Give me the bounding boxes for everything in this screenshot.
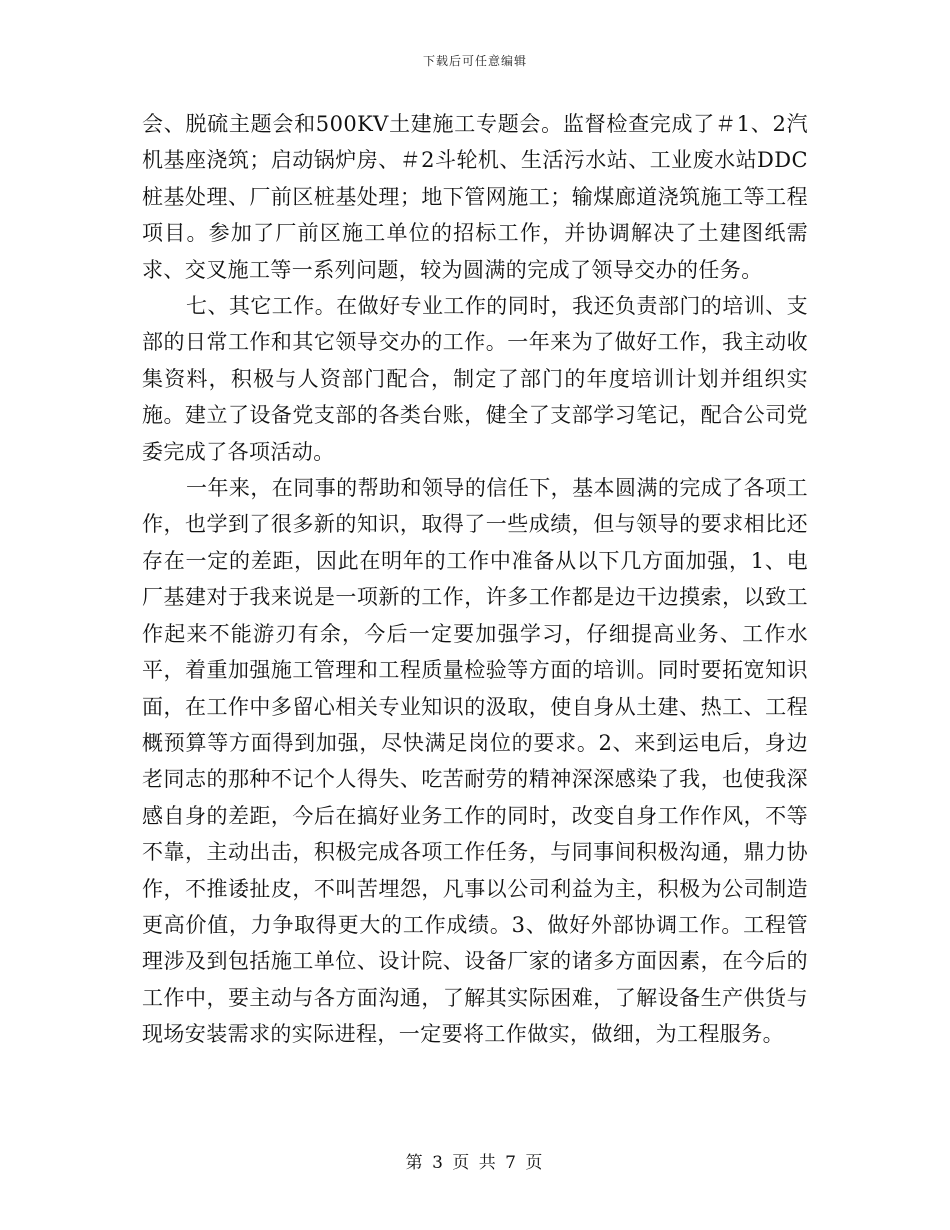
page-footer: 第 3 页 共 7 页 — [405, 1153, 545, 1173]
paragraph-continuation: 会、脱硫主题会和500KV土建施工专题会。监督检查完成了＃1、2汽机基座浇筑；启动锅炉房、＃2斗轮机、生活污水站、工业废水站DDC桩基处理、厂前区桩基处理；地下管网施工；输煤廊道浇筑施工等工程项目。参加了厂前区施工单位的招标工作，并协调解决了土建图纸需求、交叉施工等一系列问题，较为圆满的完成了领导交办的任务。 — [142, 112, 808, 282]
document-body — [142, 106, 808, 1053]
page-header: 下载后可任意编辑 — [422, 54, 527, 68]
paragraph-other-work: 七、其它工作。在做好专业工作的同时，我还负责部门的培训、支部的日常工作和其它领导交办的工作。一年来为了做好工作，我主动收集资料，积极与人资部门配合，制定了部门的年度培训计划并组织实施。建立了设备党支部的各类台账，健全了支部学习笔记，配合公司党委完成了各项活动。 — [142, 294, 808, 464]
paragraph-summary: 一年来，在同事的帮助和领导的信任下，基本圆满的完成了各项工作，也学到了很多新的知识，取得了一些成绩，但与领导的要求相比还存在一定的差距，因此在明年的工作中准备从以下几方面加强，1、电厂基建对于我来说是一项新的工作，许多工作都是边干边摸索，以致工作起来不能游刃有余，今后一定要加强学习，仔细提高业务、工作水平，着重加强施工管理和工程质量检验等方面的培训。同时要拓宽知识面，在工作中多留心相关专业知识的汲取，使自身从土建、热工、工程概预算等方面得到加强，尽快满足岗位的要求。2、来到运电后，身边老同志的那种不记个人得失、吃苦耐劳的精神深深感染了我，也使我深感自身的差距，今后在搞好业务工作的同时，改变自身工作作风，不等不靠，主动出击，积极完成各项工作任务，与同事间积极沟通，鼎力协作，不推诿扯皮，不叫苦埋怨，凡事以公司利益为主，积极为公司制造更高价值，力争取得更大的工作成绩。3、做好外部协调工作。工程管理涉及到包括施工单位、设计院、设备厂家的诸多方面因素，在今后的工作中，要主动与各方面沟通，了解其实际困难，了解设备生产供货与现场安装需求的实际进程，一定要将工作做实，做细，为工程服务。 — [142, 476, 808, 1047]
